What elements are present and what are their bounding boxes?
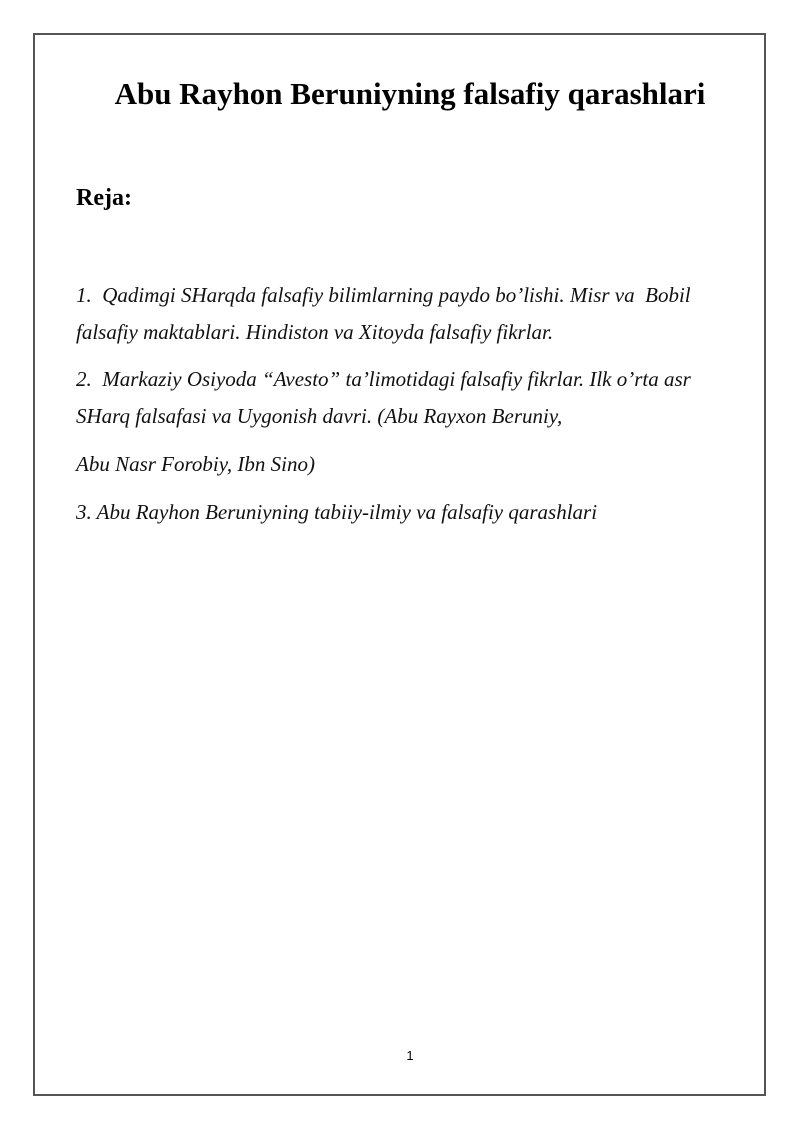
plan-item-1-line-1: 1. Qadimgi SHarqda falsafiy bilimlarning paydo bo’lishi. Misr va Bobil [76,283,691,307]
document-title: Abu Rayhon Beruniyning falsafiy qarashlari [114,76,706,111]
plan-item-2-line-3: Abu Nasr Forobiy, Ibn Sino) [76,452,315,476]
plan-item-2-line-2: SHarq falsafasi va Uygonish davri. (Abu Rayxon Beruniy, [76,404,563,428]
plan-item-3: 3. Abu Rayhon Beruniyning tabiiy-ilmiy va falsafiy qarashlari [76,500,598,524]
page-number: 1 [406,1048,414,1063]
plan-heading: Reja: [76,185,132,211]
plan-item-1-line-2: falsafiy maktablari. Hindiston va Xitoyda falsafiy fikrlar. [76,320,554,344]
page-border [33,33,766,1096]
plan-item-2-line-1: 2. Markaziy Osiyoda “Avesto” ta’limotidagi falsafiy fikrlar. Ilk o’rta asr [76,367,691,391]
